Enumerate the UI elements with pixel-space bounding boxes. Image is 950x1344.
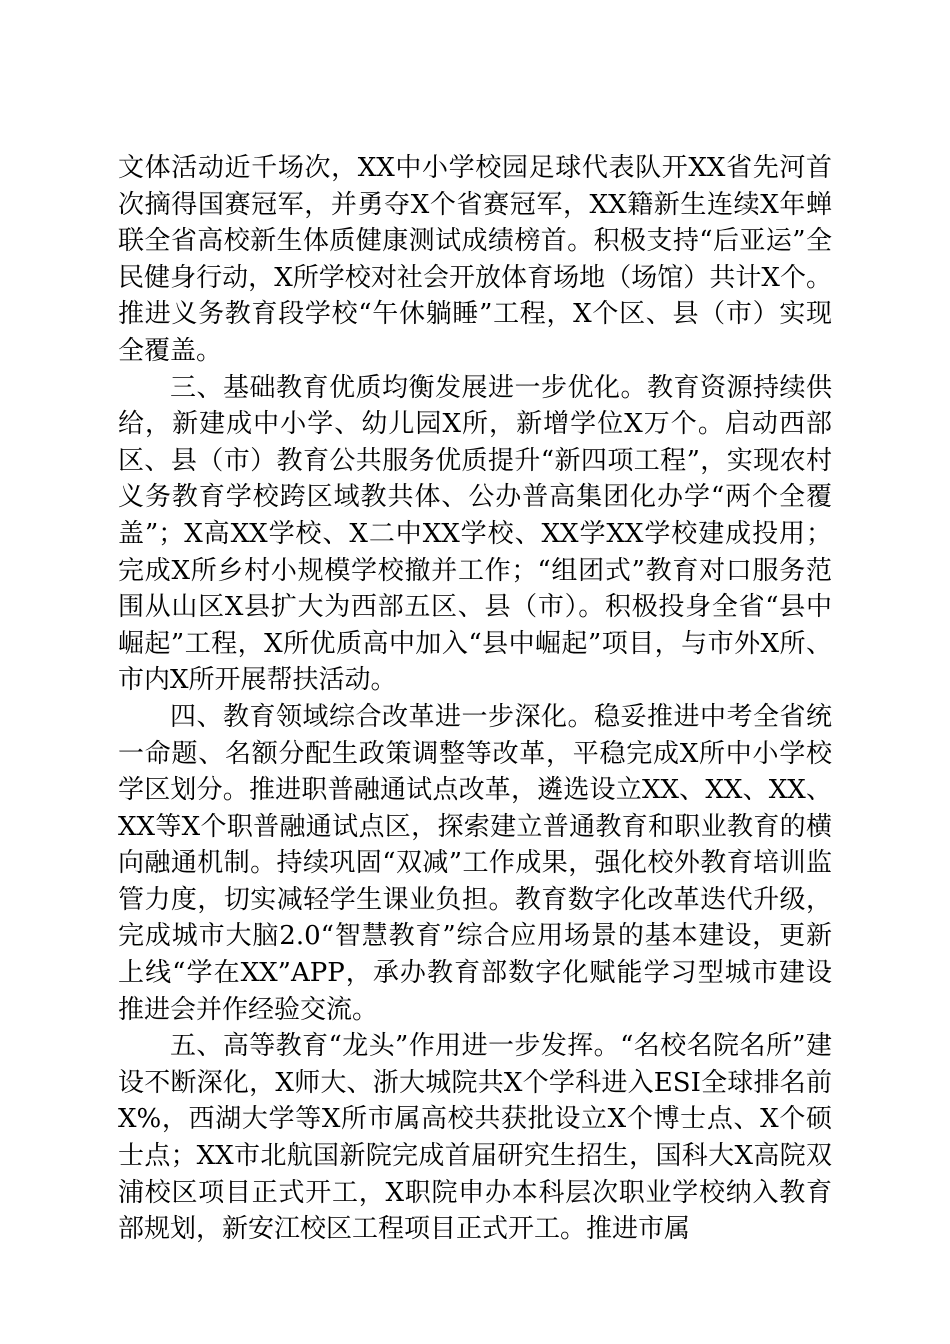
paragraph-sports-activities: 文体活动近千场次，XX中小学校园足球代表队开XX省先河首次摘得国赛冠军，并勇夺X个省赛冠军，XX籍新生连续X年蝉联全省高校新生体质健康测试成绩榜首。积极支持“后亚运”全民健身行动，X所学校对社会开放体育场地（场馆）共计X个。推进义务教育段学校“午休躺睡”工程，X个区、县（市）实现全覆盖。	[118, 153, 832, 366]
paragraph-basic-education: 三、基础教育优质均衡发展进一步优化。教育资源持续供给，新建成中小学、幼儿园X所，新增学位X万个。启动西部区、县（市）教育公共服务优质提升“新四项工程”，实现农村义务教育学校跨区域教共体、公办普高集团化办学“两个全覆盖”；X高XX学校、X二中XX学校、XX学XX学校建成投用；完成X所乡村小规模学校撤并工作；“组团式”教育对口服务范围从山区X县扩大为西部五区、县（市）。积极投身全省“县中崛起”工程，X所优质高中加入“县中崛起”项目，与市外X所、市内X所开展帮扶活动。	[118, 372, 832, 696]
paragraph-higher-education: 五、高等教育“龙头”作用进一步发挥。“名校名院名所”建设不断深化，X师大、浙大城院共X个学科进入ESI全球排名前X%，西湖大学等X所市属高校共获批设立X个博士点、X个硕士点；XX市北航国新院完成首届研究生招生，国科大X高院双浦校区项目正式开工，X职院申办本科层次职业学校纳入教育部规划，新安江校区工程项目正式开工。推进市属	[118, 1031, 832, 1245]
paragraph-education-reform: 四、教育领域综合改革进一步深化。稳妥推进中考全省统一命题、名额分配生政策调整等改革，平稳完成X所中小学校学区划分。推进职普融通试点改革，遴选设立XX、XX、XX、XX等X个职普融通试点区，探索建立普通教育和职业教育的横向融通机制。持续巩固“双减”工作成果，强化校外教育培训监管力度，切实减轻学生课业负担。教育数字化改革迭代升级，完成城市大脑2.0“智慧教育”综合应用场景的基本建设，更新上线“学在XX”APP，承办教育部数字化赋能学习型城市建设推进会并作经验交流。	[118, 701, 832, 1025]
document-body	[118, 150, 832, 1248]
